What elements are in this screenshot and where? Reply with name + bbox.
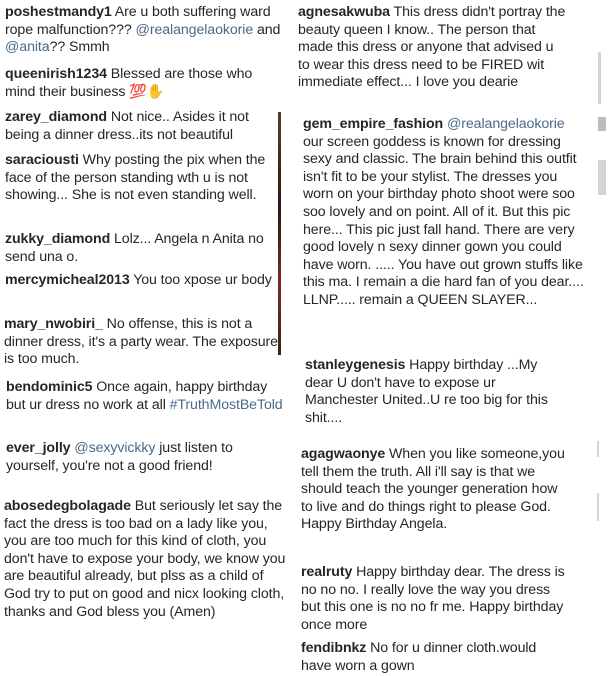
comment-text: You too xpose ur body [129,272,272,288]
comment [301,564,566,634]
comment-text: Are u both suffering ward rope malfunction??? [5,4,271,38]
scrollbar[interactable] [597,493,599,521]
comment-username[interactable]: abosedegbolagade [4,498,131,514]
comment-text: Happy birthday dear. The dress is no no no. I really love the way you dress but this one is no no fr me. Happy birthday once more [301,564,565,633]
comment-text: Happy birthday ...My dear U don't have to expose ur Manchester United..U re too big for this shit.... [305,357,548,426]
comment-username[interactable]: zarey_diamond [5,109,107,125]
comment [298,4,568,92]
comment-text: just listen to yourself, you're not a good friend! [6,440,233,474]
comment-username[interactable]: stanleygenesis [305,357,406,373]
comment-text: Blessed are those who mind their business 💯✋ [5,66,253,100]
comment-text: No offense, this is not a dinner dress, it's a party wear. The exposure is too much. [4,316,278,368]
comment-text: Not nice.. Asides it not being a dinner dress..its not beautiful [5,109,249,143]
comment [5,66,285,101]
comment-text: This dress didn't portray the beauty queen I know.. The person that made this dress or anyone that advised u to wear this dress need to be FIRED wit immediate effect... I love you dearie [298,4,566,91]
comment-username[interactable]: agagwaonye [301,446,386,462]
comment-username[interactable]: agnesakwuba [298,4,390,20]
comment [6,379,286,414]
comment [5,4,285,57]
comment-text: When you like someone,you tell them the truth. All i'll say is that we should teach the younger generation how to live and do things right to please God. Happy Birthday Angela. [301,446,565,533]
comment [4,498,289,621]
mention-link[interactable]: @realangelaokorie [443,116,565,132]
comment-text: ?? Smmh [49,39,110,56]
scrollbar[interactable] [598,52,601,104]
comment-username[interactable]: realruty [301,564,353,580]
comment-username[interactable]: ever_jolly [6,440,71,456]
comment-text: our screen goddess is known for dressing sexy and classic. The brain behind this outfit isn't fit to be your stylist. The dresses you worn on your birthday photo shoot were soo soo lovely and on point. All of it. But this pic here... This pic just fall hand. There are very good lovely n sexy dinner gown you could have worn. ..... You have out grown stuffs like this ma. I remain a die hard fan of you dear.... LLNP..... remain a QUEEN SLAYER... [303,133,584,308]
mention-link[interactable]: @sexyvickky [70,440,156,456]
comment-username[interactable]: saraciousti [5,152,79,168]
comment-text: Lolz... Angela n Anita no send una o. [5,231,264,265]
comment [4,316,284,369]
scrollbar-thumb[interactable] [598,160,606,195]
comment-text: But seriously let say the fact the dress is too bad on a lady like you, you are too much for this kind of cloth, you don't have to expose your body, we know you are beautiful already, but plss as a child of God try to put on good and nicx looking cloth, thanks and God bless you (Amen) [4,498,286,620]
comment-text: and [253,21,281,38]
comment-username[interactable]: poshestmandy1 [5,4,112,20]
scroll-arrow-icon[interactable] [598,117,606,131]
comment [301,446,571,534]
comment [6,440,286,475]
comment [5,109,285,144]
mention-link[interactable]: @anita [5,39,50,56]
comment-text: Once again, happy birthday but ur dress no work at all [6,379,268,413]
scrollbar[interactable] [597,441,599,457]
comment [5,231,285,266]
comment-text: No for u dinner cloth.would have worn a gown [301,640,537,674]
comment [301,640,561,675]
comment [5,272,285,290]
comment [305,357,567,427]
comment-username[interactable]: queenirish1234 [5,66,107,82]
comment [303,116,585,310]
comment-username[interactable]: gem_empire_fashion [303,116,444,132]
comment-username[interactable]: fendibnkz [301,640,367,656]
comment-username[interactable]: mercymicheal2013 [5,272,130,288]
hashtag-link[interactable]: #TruthMostBeTold [169,396,283,413]
comment-username[interactable]: bendominic5 [6,379,93,395]
comment-text: Why posting the pix when the face of the person standing wth u is not showing... She is not even standing well. [5,152,266,204]
mention-link[interactable]: @realangelaokorie [135,21,254,38]
comment-username[interactable]: mary_nwobiri_ [4,316,103,332]
comment [5,152,285,205]
comment-username[interactable]: zukky_diamond [5,231,111,247]
